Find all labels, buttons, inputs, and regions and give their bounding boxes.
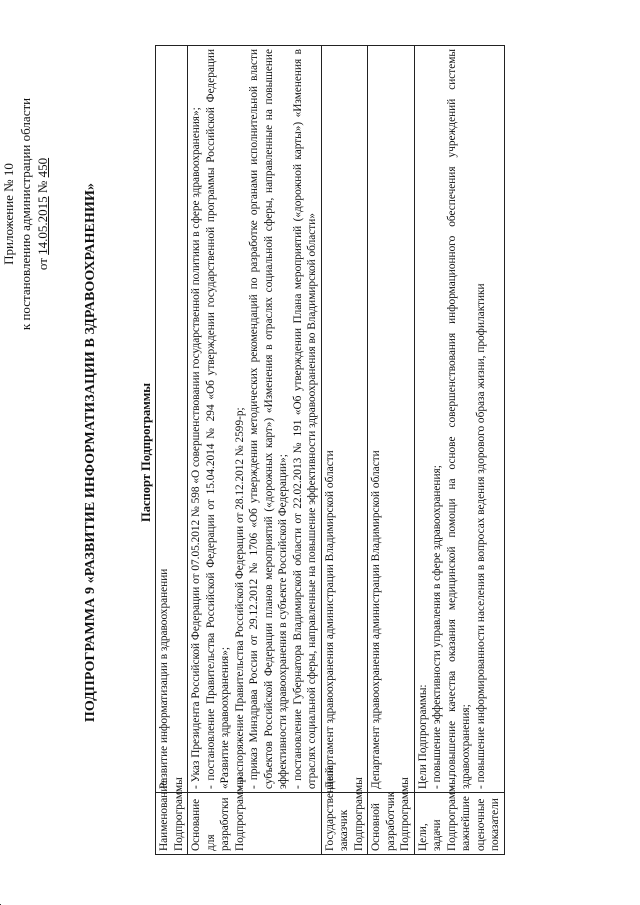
- content-line: Департамент здравоохранения администрации Владимирской области: [323, 450, 336, 789]
- table-row: [321, 46, 368, 855]
- appendix-number: Приложение № 10: [1, 163, 16, 265]
- date-prefix: от: [35, 254, 50, 271]
- table-row: [414, 46, 504, 855]
- row-label: Государственный заказчик Подпрограммы: [321, 793, 368, 855]
- decree-number: 450: [35, 157, 50, 178]
- subprogram-title: ПОДПРОГРАММА 9 «РАЗВИТИЕ ИНФОРМАТИЗАЦИИ В ЗДРАВООХРАНЕНИИ»: [83, 182, 98, 723]
- content-line: - повышение качества оказания медицинской помощи на основе совершенствования информационного обеспечения учреждений системы здравоохранения;: [445, 49, 472, 789]
- table-row: [368, 46, 415, 855]
- row-label: Основание для разработки Подпрограммы: [188, 793, 322, 855]
- number-sign: №: [35, 177, 50, 197]
- row-content: [414, 46, 504, 793]
- appendix-reference: к постановлению администрации области: [18, 97, 33, 331]
- row-content: [321, 46, 368, 793]
- content-line: - постановление Губернатора Владимирской области от 22.02.2013 № 191 «Об утверждении Плана мероприятий («дорожной карты») «Изменения в отраслях социальной сферы, направленные на повышение эффективности здравоохранения во Владимирской области»: [291, 49, 318, 789]
- appendix-header: [0, 84, 51, 344]
- row-label: Основной разработчик Подпрограммы: [368, 793, 415, 855]
- row-content: [156, 46, 188, 793]
- table-row: [188, 46, 322, 855]
- content-line: Цели Подпрограммы:: [416, 684, 429, 789]
- row-content: [368, 46, 415, 793]
- row-label: Цели, задачи Подпрограммы, важнейшие оценочные показатели: [414, 793, 504, 855]
- content-line: - Указ Президента Российской Федерации от 07.05.2012 № 598 «О совершенствовании государственной политики в сфере здравоохранения»;: [190, 107, 202, 789]
- content-line: - повышение эффективности управления в сфере здравоохранения;: [431, 465, 443, 789]
- content-line: - распоряжение Правительства Российской Федерации от 28.12.2012 № 2599-р;: [233, 407, 246, 789]
- content-line: - постановление Правительства Российской Федерации от 15.04.2014 № 294 «Об утверждении государственной программы Российской Федерации «Развитие здравоохранения»;: [204, 49, 231, 789]
- content-line: Департамент здравоохранения администрации Владимирской области: [370, 450, 382, 789]
- decree-date: 14.05.2015: [35, 196, 50, 255]
- table-row: [156, 46, 188, 855]
- content-line: - приказ Минздрава России от 29.12.2012 № 1706 «Об утверждении методических рекомендаций по разработке органами исполнительной власти субъектов Российской Федерации планов мероприятий («дорожных карт») «Изменения в отраслях социальной сферы, направленные на повышение эффективности здравоохранения в субъекте Российской Федерации»;: [248, 49, 289, 789]
- content-line: Развитие информатизации в здравоохранении: [158, 568, 170, 789]
- passport-table: [155, 45, 505, 855]
- content-line: - повышение информированности населения в вопросах ведения здорового образа жизни, профилактики: [474, 283, 487, 789]
- row-label: Наименование Подпрограммы: [156, 793, 188, 855]
- passport-title: Паспорт Подпрограммы: [139, 382, 153, 523]
- row-content: [188, 46, 322, 793]
- appendix-date-line: [34, 84, 51, 344]
